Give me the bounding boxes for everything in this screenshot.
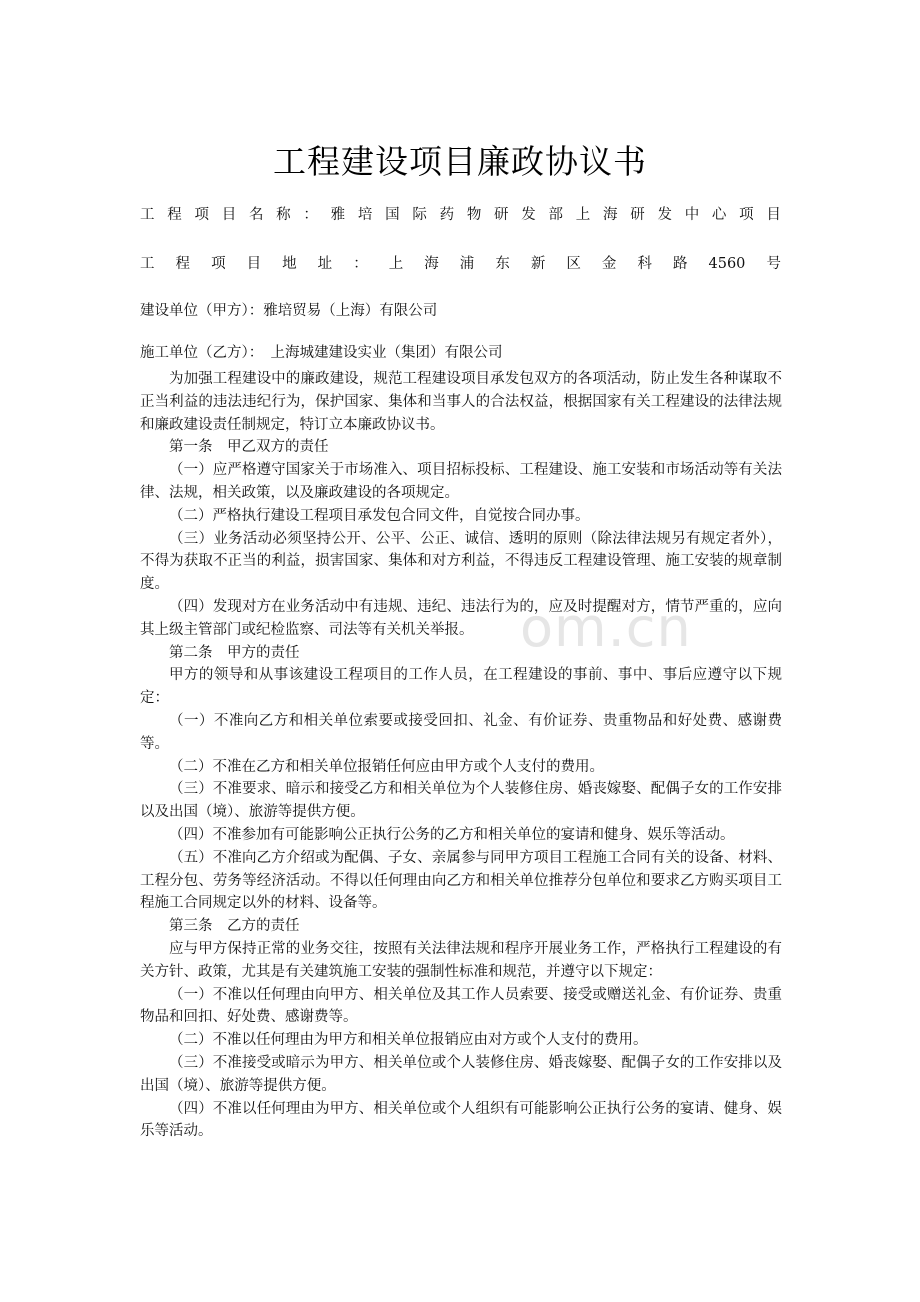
header-char: 国 bbox=[385, 207, 400, 223]
article-heading: 第三条 乙方的责任 bbox=[169, 918, 300, 935]
paragraph: （四）发现对方在业务活动中有违规、违纪、违法行为的，应及时提醒对方，情节严重的，应向其上级主管部门或纪检监察、司法等有关机关举报。 bbox=[140, 598, 782, 638]
header-char: 心 bbox=[711, 207, 727, 223]
header-char: 项 bbox=[739, 207, 754, 223]
header-char: 上 bbox=[388, 256, 404, 272]
header-char: 4560 bbox=[708, 256, 746, 272]
header-char: 中 bbox=[684, 207, 700, 223]
header-char: ： bbox=[353, 256, 368, 272]
paragraph: 为加强工程建设中的廉政建设，规范工程建设项目承发包双方的各项活动，防止发生各种谋取不正当利益的违法违纪行为，保护国家、集体和当事人的合法权益，根据国家有关工程建设的法律法规和廉政建设责任制规定，特订立本廉政协议书。 bbox=[140, 371, 782, 433]
header-char: 际 bbox=[412, 207, 427, 223]
header-char: 称 bbox=[276, 207, 291, 223]
paragraph: （四）不准以任何理由为甲方、相关单位或个人组织有可能影响公正执行公务的宴请、健身、娱乐等活动。 bbox=[140, 1100, 782, 1140]
project-address-line bbox=[140, 254, 781, 274]
header-char: 部 bbox=[548, 207, 564, 223]
article-heading: 第一条 甲乙双方的责任 bbox=[169, 439, 329, 456]
header-char: 项 bbox=[211, 256, 226, 272]
paragraph: 应与甲方保持正常的业务交往，按照有关法律法规和程序开展业务工作，严格执行工程建设的有关方针、政策，尤其是有关建筑施工安装的强制性标准和规范，并遵守以下规定： bbox=[140, 940, 782, 980]
header-char: 培 bbox=[357, 207, 373, 223]
header-char: 工 bbox=[140, 207, 155, 223]
header-char: 上 bbox=[575, 207, 591, 223]
header-char: 雅 bbox=[330, 207, 346, 223]
paragraph: （五）不准向乙方介绍或为配偶、子女、亲属参与同甲方项目工程施工合同有关的设备、材料、工程分包、劳务等经济活动。不得以任何理由向乙方和相关单位推荐分包单位和要求乙方购买项目工程施工合同规定以外的材料、设备等。 bbox=[140, 849, 782, 912]
header-char: 发 bbox=[657, 207, 672, 223]
header-char: 新 bbox=[530, 256, 546, 272]
header-char: 工 bbox=[140, 256, 155, 272]
paragraph: （一）不准以任何理由向甲方、相关单位及其工作人员索要、接受或赠送礼金、有价证券、贵重物品和回扣、好处费、感谢费等。 bbox=[140, 986, 782, 1026]
header-char: 路 bbox=[672, 256, 688, 272]
header-char: 海 bbox=[424, 256, 439, 272]
paragraph: （二）不准在乙方和相关单位报销任何应由甲方或个人支付的费用。 bbox=[169, 758, 604, 775]
header-char: 浦 bbox=[459, 256, 475, 272]
header-char: 研 bbox=[630, 207, 645, 223]
project-name-line bbox=[140, 205, 781, 225]
header-char: 研 bbox=[494, 207, 509, 223]
header-char: 物 bbox=[466, 207, 482, 223]
header-char: ： bbox=[303, 207, 318, 223]
document-title: 工程建设项目廉政协议书 bbox=[273, 142, 647, 181]
header-char: 目 bbox=[246, 256, 262, 272]
header-char: 名 bbox=[248, 207, 264, 223]
paragraph: （二）严格执行建设工程项目承发包合同文件，自觉按合同办事。 bbox=[169, 507, 590, 524]
header-char: 程 bbox=[167, 207, 182, 223]
paragraph: （三）不准接受或暗示为甲方、相关单位或个人装修住房、婚丧嫁娶、配偶子女的工作安排以及出国（境）、旅游等提供方便。 bbox=[140, 1054, 782, 1094]
paragraph: （二）不准以任何理由为甲方和相关单位报销应由对方或个人支付的费用。 bbox=[169, 1032, 648, 1049]
header-char: 药 bbox=[439, 207, 455, 223]
header-char: 金 bbox=[601, 256, 617, 272]
header-char: 海 bbox=[602, 207, 618, 223]
header-char: 项 bbox=[194, 207, 209, 223]
paragraph: （一）不准向乙方和相关单位索要或接受回扣、礼金、有价证券、贵重物品和好处费、感谢费等。 bbox=[140, 712, 782, 752]
header-char: 号 bbox=[766, 256, 781, 272]
header-char: 地 bbox=[282, 256, 297, 272]
party-a-line: 建设单位（甲方）：雅培贸易（上海）有限公司 bbox=[140, 303, 438, 319]
paragraph: （三）不准要求、暗示和接受乙方和相关单位为个人装修住房、婚丧嫁娶、配偶子女的工作安排以及出国（境）、旅游等提供方便。 bbox=[140, 781, 782, 821]
header-char: 址 bbox=[317, 256, 333, 272]
header-char: 东 bbox=[495, 256, 510, 272]
paragraph: （一）应严格遵守国家关于市场准入、项目招标投标、工程建设、施工安装和市场活动等有关法律、法规，相关政策，以及廉政建设的各项规定。 bbox=[140, 462, 782, 501]
paragraph: （三）业务活动必须坚持公开、公平、公正、诚信、透明的原则（除法律法规另有规定者外），不得为获取不正当的利益，损害国家、集体和对方利益，不得违反工程建设管理、施工安装的规章制度。 bbox=[140, 530, 782, 593]
article-heading: 第二条 甲方的责任 bbox=[169, 644, 300, 661]
header-char: 程 bbox=[175, 256, 191, 272]
header-char: 目 bbox=[766, 207, 781, 223]
header-char: 发 bbox=[521, 207, 536, 223]
party-b-line: 施工单位（乙方）： 上海城建建设实业（集团）有限公司 bbox=[140, 345, 503, 361]
header-char: 区 bbox=[566, 256, 581, 272]
agreement-body bbox=[140, 368, 782, 1143]
paragraph: 甲方的领导和从事该建设工程项目的工作人员，在工程建设的事前、事中、事后应遵守以下规定： bbox=[140, 667, 782, 707]
header-char: 科 bbox=[637, 256, 652, 272]
header-char: 目 bbox=[221, 207, 237, 223]
watermark: om.cn bbox=[520, 596, 692, 659]
paragraph: （四）不准参加有可能影响公正执行公务的乙方和相关单位的宴请和健身、娱乐等活动。 bbox=[169, 826, 735, 843]
